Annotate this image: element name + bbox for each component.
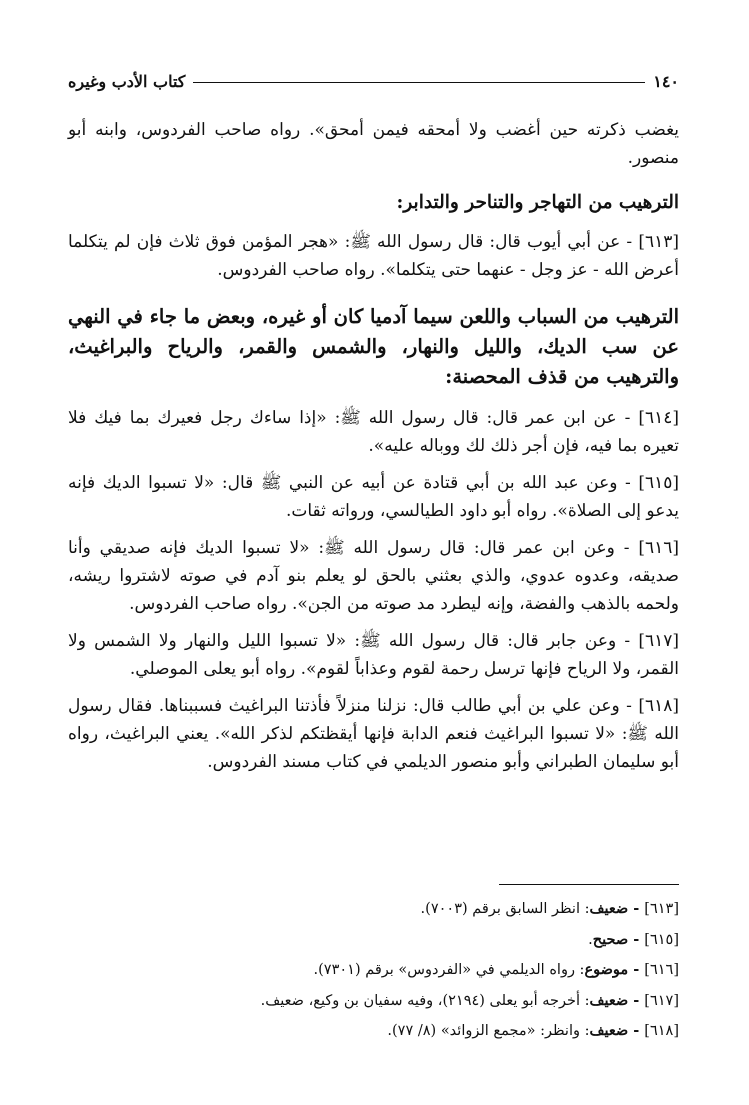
footnote-number: [٦١٥] (644, 931, 679, 948)
footnote-number: [٦١٨] (644, 1023, 679, 1039)
footnote-grade: - ضعيف (589, 1022, 645, 1039)
footnote-text: : وانظر: «مجمع الزوائد» (٨/ ٧٧). (387, 1023, 590, 1039)
footnote-615 (68, 925, 679, 956)
footnote-text: . (588, 931, 593, 948)
hadith-number: [٦١٨] (638, 696, 679, 716)
footnote-text: : رواه الديلمي في «الفردوس» برقم (٧٣٠١). (313, 962, 585, 978)
footnote-grade: - صحيح (592, 930, 645, 948)
footnote-grade: - ضعيف (589, 900, 645, 917)
book-page (68, 68, 679, 1078)
hadith-number: [٦١٣] (638, 232, 679, 252)
footnote-616 (68, 955, 679, 986)
hadith-616 (68, 534, 679, 618)
hadith-list (68, 404, 679, 776)
header-rule (193, 82, 645, 83)
footnote-617 (68, 986, 679, 1017)
hadith-number: [٦١٥] (638, 473, 679, 493)
footnote-number: [٦١٣] (644, 901, 679, 917)
hadith-text: - وعن عبد الله بن أبي قتادة عن أبيه عن النبي ﷺ قال: «لا تسبوا الديك فإنه يدعو إلى الصلاة». رواه أبو داود الطيالسي، ورواته ثقات. (68, 473, 679, 521)
hadith-text: - عن ابن عمر قال: قال رسول الله ﷺ: «إذا ساءك رجل فعيرك بما فيك فلا تعيره بما فيه، فإن أجر ذلك لك ووباله عليه». (68, 408, 679, 456)
hadith-613 (68, 228, 679, 284)
hadith-618 (68, 692, 679, 776)
hadith-number: [٦١٧] (638, 631, 679, 651)
hadith-617 (68, 627, 679, 683)
footnote-grade: - موضوع (584, 961, 645, 978)
hadith-number: [٦١٤] (638, 408, 679, 428)
hadith-number: [٦١٦] (638, 538, 679, 558)
footnote-text: : أخرجه أبو يعلى (٢١٩٤)، وفيه سفيان بن وكيع، ضعيف. (260, 992, 590, 1009)
footnote-separator (499, 884, 679, 885)
hadith-text: - عن أبي أيوب قال: قال رسول الله ﷺ: «هجر المؤمن فوق ثلاث فإن لم يتكلما أعرض الله - عز وجل - عنهما حتى يتكلما». رواه صاحب الفردوس. (68, 232, 679, 280)
page-number: ١٤٠ (653, 71, 679, 91)
footnotes (68, 894, 679, 1047)
footnote-text: : انظر السابق برقم (٧٠٠٣). (420, 901, 590, 917)
section-heading-hijran: الترهيب من التهاجر والتناحر والتدابر: (396, 192, 679, 213)
hadith-614 (68, 404, 679, 460)
main-text (68, 116, 679, 776)
hadith-text: - وعن جابر قال: قال رسول الله ﷺ: «لا تسبوا الليل والنهار ولا الشمس ولا القمر، ولا الرياح فإنها ترسل رحمة لقوم وعذاباً لقوم». رواه أبو يعلى الموصلي. (68, 631, 679, 679)
footnote-number: [٦١٦] (644, 962, 679, 978)
footnote-grade: - ضعيف (589, 991, 645, 1009)
intro-paragraph: يغضب ذكرته حين أغضب ولا أمحقه فيمن أمحق». رواه صاحب الفردوس، وابنه أبو منصور. (68, 120, 679, 168)
running-head (68, 68, 679, 94)
hadith-text: - وعن ابن عمر قال: قال رسول الله ﷺ: «لا تسبوا الديك فإنه صديقي وأنا صديقه، وعدوه عدوي، والذي بعثني بالحق لو يعلم بنو آدم في صوته لاشتروا ريشه، ولحمه بالذهب والفضة، وإنه ليطرد مد صوته من الجن». رواه صاحب الفردوس. (68, 538, 679, 614)
footnote-number: [٦١٧] (644, 992, 679, 1009)
footnote-618 (68, 1016, 679, 1047)
book-title: كتاب الأدب وغيره (68, 71, 186, 91)
section-heading-sabb: الترهيب من السباب واللعن سيما آدميا كان أو غيره، وبعض ما جاء في النهي عن سب الديك، والليل والنهار، والشمس والقمر، والرياح والبراغيث، والترهيب من قذف المحصنة: (68, 305, 679, 388)
footnote-613 (68, 894, 679, 925)
hadith-615 (68, 469, 679, 525)
hadith-text: - وعن علي بن أبي طالب قال: نزلنا منزلاً فأذتنا البراغيث فسببناها. فقال رسول الله ﷺ: «لا تسبوا البراغيث فنعم الدابة فإنها أيقظتكم لذكر الله». يعني البراغيث، رواه أبو سليمان الطبراني وأبو منصور الديلمي في كتاب مسند الفردوس. (68, 696, 679, 772)
